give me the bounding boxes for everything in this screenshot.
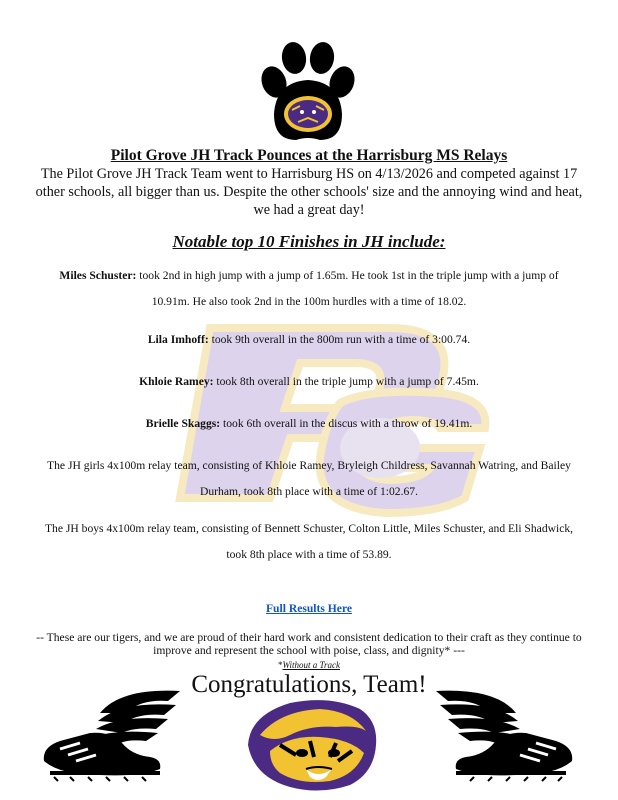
quote-credit (0, 660, 618, 670)
full-results-link[interactable]: Full Results Here (265, 602, 353, 615)
finish-text: took 8th overall in the triple jump with a jump of 7.45m. (213, 375, 479, 388)
athlete-name: Miles Schuster: (59, 269, 137, 282)
finish-text: took 6th overall in the discus with a throw of 19.41m. (220, 417, 473, 430)
finish-brielle-skaggs (40, 411, 578, 437)
article-title: Pilot Grove JH Track Pounces at the Harrisburg MS Relays (110, 147, 508, 164)
tiger-mascot-icon (240, 695, 380, 793)
credit-prefix: * (277, 660, 283, 670)
athlete-name: Lila Imhoff: (147, 333, 209, 346)
finish-khloie-ramey (40, 369, 578, 395)
finish-text: took 9th overall in the 800m run with a time of 3:00.74. (208, 333, 471, 346)
finish-lila-imhoff (40, 327, 578, 353)
congratulations-heading: Congratulations, Team! (191, 671, 427, 698)
winged-track-shoe-icon (428, 683, 576, 783)
athlete-name: Brielle Skaggs: (145, 417, 221, 430)
athlete-name: Khloie Ramey: (139, 375, 214, 388)
finish-text: took 2nd in high jump with a jump of 1.65m. He took 1st in the triple jump with a jump of 10.91m. He also took 2nd in the 100m hurdles with a time of 18.02. (136, 269, 559, 308)
winged-track-shoe-icon (40, 683, 188, 783)
closing-statement: -- These are our tigers, and we are proud of their hard work and consistent dedication to their craft as they continue to improve and represent the school with poise, class, and dignity* --- (36, 631, 582, 657)
boys-relay-result: The JH boys 4x100m relay team, consisting of Bennett Schuster, Colton Little, Miles Schuster, and Eli Shadwick, took 8th place with a time of 53.89. (44, 522, 574, 561)
credit-text: Without a Track (282, 660, 340, 670)
girls-relay-result: The JH girls 4x100m relay team, consisting of Khloie Ramey, Bryleigh Childress, Savannah Watring, and Bailey Durham, took 8th place with a time of 1:02.67. (47, 459, 571, 498)
finishes-subheading: Notable top 10 Finishes in JH include: (172, 232, 446, 251)
paw-print-tiger-icon (256, 42, 360, 144)
article-intro: The Pilot Grove JH Track Team went to Harrisburg HS on 4/13/2026 and competed against 17 other schools, all bigger than us. Despite the other schools' size and the annoying wind and heat, we had a great day! (35, 166, 583, 218)
finish-miles-schuster (40, 263, 578, 315)
